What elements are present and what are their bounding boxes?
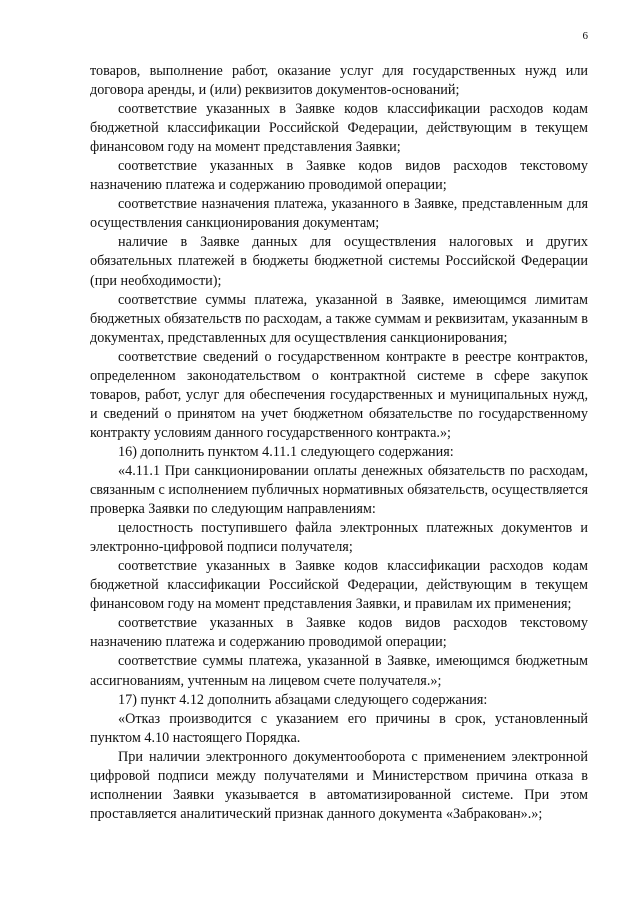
paragraph: соответствие суммы платежа, указанной в Заявке, имеющимся бюджетным ассигнованиям, учтенным на лицевом счете получателя.»; bbox=[90, 653, 588, 689]
paragraph: наличие в Заявке данных для осуществления налоговых и других обязательных платежей в бюджеты бюджетной системы Российской Федерации (при необходимости); bbox=[90, 234, 588, 289]
paragraph: товаров, выполнение работ, оказание услуг для государственных нужд или договора аренды, и (или) реквизитов документов-оснований; bbox=[90, 63, 588, 99]
paragraph: соответствие указанных в Заявке кодов классификации расходов кодам бюджетной классификации Российской Федерации, действующим в текущем финансовом году на момент представления Заявки, и правилам их применения; bbox=[90, 558, 588, 613]
paragraph: целостность поступившего файла электронных платежных документов и электронно-цифровой подписи получателя; bbox=[90, 520, 588, 556]
page-number: 6 bbox=[582, 30, 588, 42]
paragraph: 16) дополнить пунктом 4.11.1 следующего содержания: bbox=[118, 443, 454, 460]
document-body bbox=[90, 62, 588, 824]
paragraph: «4.11.1 При санкционировании оплаты денежных обязательств по расходам, связанным с исполнением публичных нормативных обязательств, осуществляется проверка Заявки по следующим направлениям: bbox=[90, 462, 588, 518]
paragraph: 17) пункт 4.12 дополнить абзацами следующего содержания: bbox=[118, 691, 488, 708]
paragraph: соответствие указанных в Заявке кодов видов расходов текстовому назначению платежа и содержанию проводимой операции; bbox=[90, 158, 588, 194]
paragraph: соответствие указанных в Заявке кодов видов расходов текстовому назначению платежа и содержанию проводимой операции; bbox=[90, 615, 588, 651]
paragraph: «Отказ производится с указанием его причины в срок, установленный пунктом 4.10 настоящего Порядка. bbox=[90, 710, 588, 746]
paragraph: соответствие суммы платежа, указанной в Заявке, имеющимся лимитам бюджетных обязательств по расходам, а также суммам и реквизитам, указанным в документах, представленных для осуществления санкционирования; bbox=[90, 291, 588, 346]
paragraph: соответствие сведений о государственном контракте в реестре контрактов, определенном законодательством о контрактной системе в сфере закупок товаров, работ, услуг для обеспечения государственных и муниципальных нужд, и сведений о принятом на учет бюджетном обязательстве по государственному контракту условиям данного государственного контракта.»; bbox=[90, 348, 588, 441]
paragraph: соответствие указанных в Заявке кодов классификации расходов кодам бюджетной классификации Российской Федерации, действующим в текущем финансовом году на момент представления Заявки; bbox=[90, 101, 588, 156]
paragraph: При наличии электронного документооборота с применением электронной цифровой подписи между получателями и Министерством причина отказа в исполнении Заявки указывается в автоматизированной системе. При этом проставляется аналитический признак данного документа «Забракован».»; bbox=[90, 748, 588, 822]
paragraph: соответствие назначения платежа, указанного в Заявке, представленным для осуществления санкционирования документам; bbox=[90, 196, 588, 232]
